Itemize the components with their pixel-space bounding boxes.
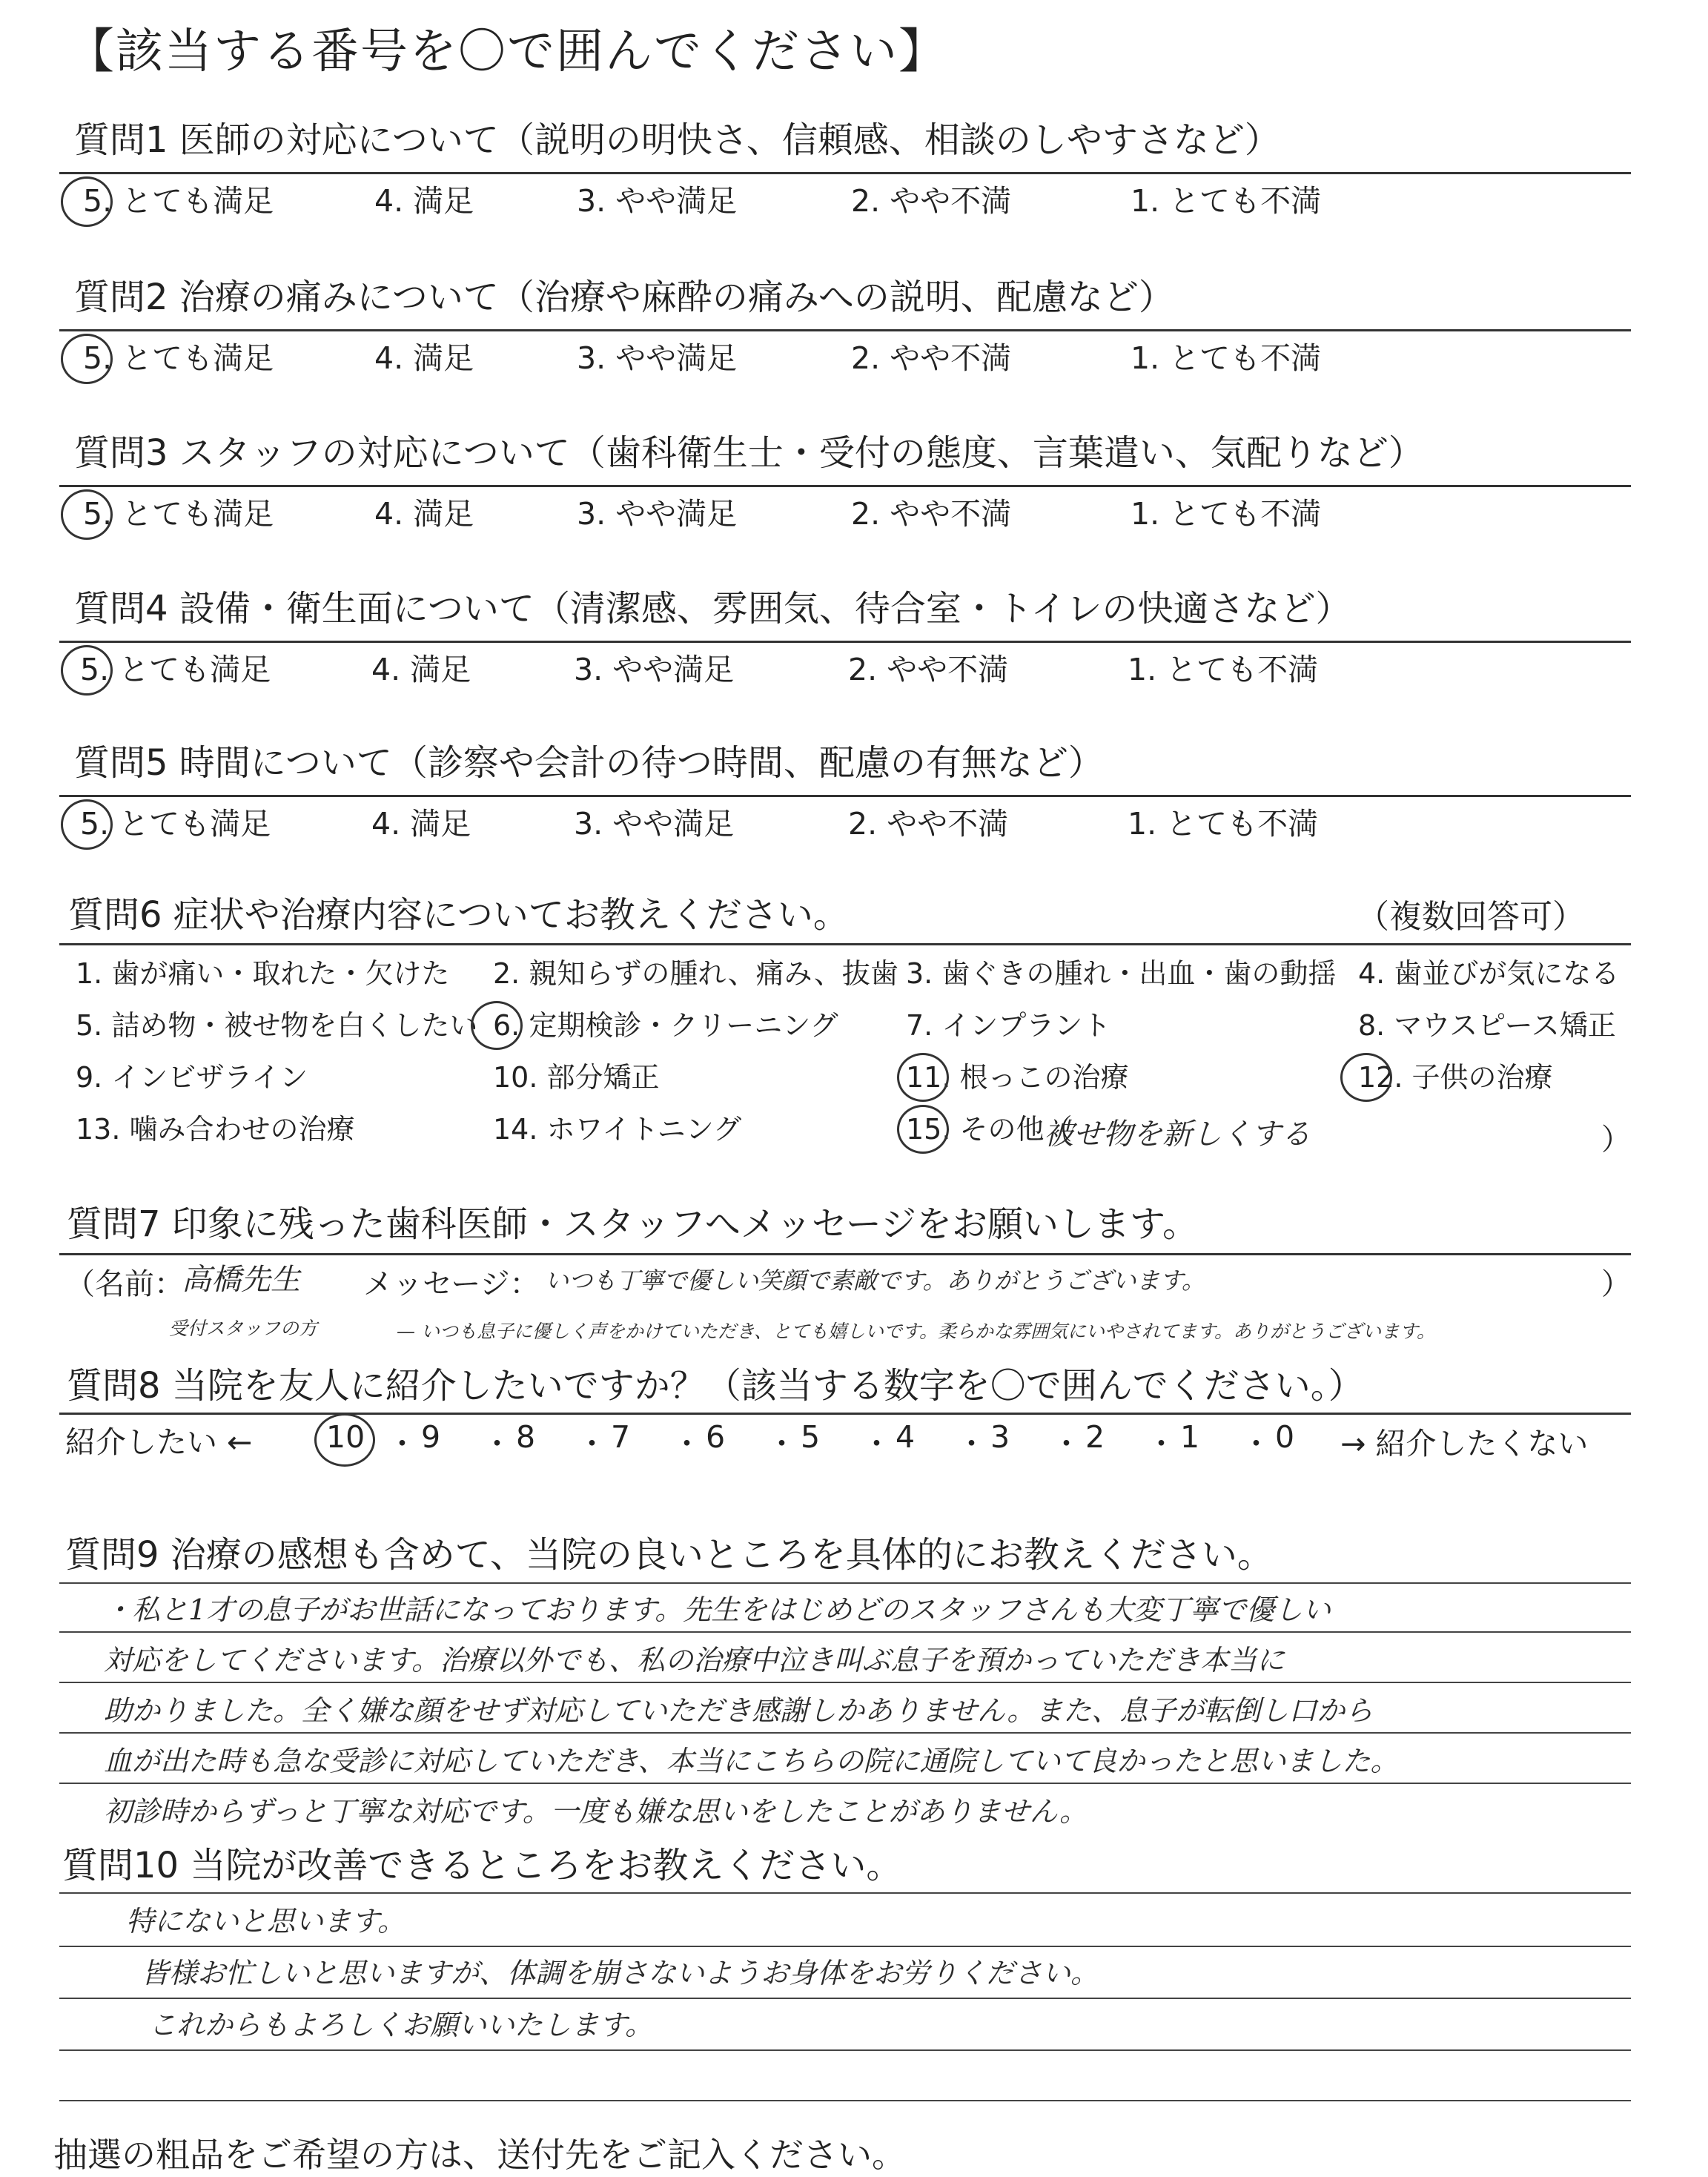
q7-name-value: 高橋先生	[182, 1263, 300, 1297]
q6-option-12: 12. 子供の治療	[1358, 1061, 1553, 1094]
q9-line-2: 対応をしてくださいます。治療以外でも、私の治療中泣き叫ぶ息子を預かっていただき本当に	[104, 1644, 1285, 1676]
q5-title: 質問5 時間について（診察や会計の待つ時間、配慮の有無など）	[74, 742, 1104, 784]
q7-title: 質問7 印象に残った歯科医師・スタッフへメッセージをお願いします。	[67, 1203, 1199, 1245]
q8-selected-circle	[314, 1413, 375, 1467]
q1-selected-circle	[61, 176, 113, 227]
q8-left-label: 紹介したい ←	[65, 1424, 253, 1460]
q6-option-15: 15. その他（	[906, 1113, 1073, 1146]
q6-option-2: 2. 親知らずの腫れ、痛み、抜歯	[493, 957, 898, 990]
q6-title: 質問6 症状や治療内容についてお教えください。	[68, 894, 849, 936]
q6-option-4: 4. 歯並びが気になる	[1358, 957, 1620, 990]
q8-separator-dot: ・	[672, 1426, 702, 1461]
page-title: 【該当する番号を〇で囲んでください】	[67, 24, 947, 79]
q1-option-5: 5. とても満足	[83, 183, 274, 219]
q1-option-4: 4. 満足	[374, 183, 474, 219]
q1-rule	[59, 172, 1631, 174]
q7-name-label: （名前：	[65, 1267, 184, 1301]
q3-selected-circle	[61, 489, 113, 540]
q6-selected-circle-11	[897, 1053, 949, 1102]
q4-rule	[59, 641, 1631, 643]
q2-title: 質問2 治療の痛みについて（治療や麻酔の痛みへの説明、配慮など）	[74, 277, 1174, 318]
q8-separator-dot: ・	[956, 1426, 987, 1461]
q9-title: 質問9 治療の感想も含めて、当院の良いところを具体的にお教えください。	[65, 1534, 1273, 1576]
q8-separator-dot: ・	[861, 1426, 892, 1461]
q6-option-3: 3. 歯ぐきの腫れ・出血・歯の動揺	[906, 957, 1337, 990]
q2-option-5: 5. とても満足	[83, 340, 274, 376]
q7-message-text: いつも丁寧で優しい笑顔で素敵です。ありがとうございます。	[545, 1266, 1205, 1295]
q8-rule	[59, 1413, 1631, 1415]
q4-option-4: 4. 満足	[371, 652, 471, 687]
q6-option-6: 6. 定期検診・クリーニング	[493, 1009, 838, 1042]
q8-scale-9: 9	[421, 1419, 441, 1455]
q3-option-3: 3. やや満足	[577, 496, 738, 532]
footer-text: 抽選の粗品をご希望の方は、送付先をご記入ください。	[53, 2135, 906, 2175]
q8-right-label: → 紹介したくない	[1340, 1426, 1589, 1461]
q9-rule-1	[59, 1631, 1631, 1633]
q4-selected-circle	[61, 645, 113, 696]
q3-option-4: 4. 満足	[374, 496, 474, 532]
q10-title: 質問10 当院が改善できるところをお教えください。	[62, 1845, 902, 1886]
q6-option-10: 10. 部分矯正	[493, 1061, 660, 1094]
q10-line-3: これからもよろしくお願いいたします。	[148, 2009, 653, 2041]
q8-scale-8: 8	[516, 1419, 536, 1455]
q5-rule	[59, 795, 1631, 797]
q3-option-2: 2. やや不満	[851, 496, 1012, 532]
q1-option-1: 1. とても不満	[1131, 183, 1322, 219]
q4-option-1: 1. とても不満	[1128, 652, 1319, 687]
q8-scale-7: 7	[611, 1419, 631, 1455]
q10-rule-end	[59, 2100, 1631, 2101]
q10-rule-3	[59, 2049, 1631, 2051]
q9-line-1: ・私と1才の息子がお世話になっております。先生をはじめどのスタッフさんも大変丁寧で優しい	[104, 1593, 1331, 1626]
q6-option-14: 14. ホワイトニング	[493, 1113, 742, 1146]
q10-line-1: 特にないと思います。	[126, 1905, 406, 1938]
q8-separator-dot: ・	[767, 1426, 797, 1461]
q8-scale-1: 1	[1180, 1419, 1200, 1455]
q5-selected-circle	[61, 799, 113, 850]
q6-other-close: ）	[1601, 1123, 1631, 1157]
q4-option-2: 2. やや不満	[848, 652, 1009, 687]
q4-option-3: 3. やや満足	[574, 652, 735, 687]
q8-scale-2: 2	[1085, 1419, 1105, 1455]
q8-scale-3: 3	[990, 1419, 1010, 1455]
q9-line-5: 初診時からずっと丁寧な対応です。一度も嫌な思いをしたことがありません。	[104, 1795, 1088, 1828]
q6-option-9: 9. インビザライン	[76, 1061, 308, 1094]
q6-selected-circle-6	[471, 1001, 523, 1050]
q8-scale-5: 5	[801, 1419, 821, 1455]
q1-option-2: 2. やや不満	[851, 183, 1012, 219]
q3-option-1: 1. とても不満	[1131, 496, 1322, 532]
q1-title: 質問1 医師の対応について（説明の明快さ、信頼感、相談のしやすさなど）	[74, 119, 1280, 161]
q8-separator-dot: ・	[1051, 1426, 1082, 1461]
q6-note: （複数回答可）	[1357, 898, 1585, 936]
q7-extra-text: — いつも息子に優しく声をかけていただき、とても嬉しいです。柔らかな雰囲気にいやされてます。ありがとうございます。	[397, 1321, 1435, 1342]
q8-separator-dot: ・	[1241, 1426, 1271, 1461]
q5-option-3: 3. やや満足	[574, 806, 735, 842]
q8-separator-dot: ・	[387, 1426, 417, 1461]
q4-option-5: 5. とても満足	[80, 652, 271, 687]
q7-close: ）	[1601, 1267, 1631, 1301]
q7-rule	[59, 1253, 1631, 1255]
q8-separator-dot: ・	[1146, 1426, 1176, 1461]
q7-extra-name: 受付スタッフの方	[169, 1318, 318, 1339]
q6-selected-circle-12	[1340, 1053, 1392, 1102]
q3-option-5: 5. とても満足	[83, 496, 274, 532]
q2-option-1: 1. とても不満	[1131, 340, 1322, 376]
q8-scale-10: 10	[326, 1419, 365, 1455]
q8-scale-6: 6	[706, 1419, 726, 1455]
q2-option-3: 3. やや満足	[577, 340, 738, 376]
q6-option-11: 11. 根っこの治療	[906, 1061, 1129, 1094]
q6-rule	[59, 943, 1631, 945]
q1-option-3: 3. やや満足	[577, 183, 738, 219]
q6-option-8: 8. マウスピース矯正	[1358, 1009, 1616, 1042]
q6-selected-circle-15	[897, 1105, 949, 1154]
q6-option-1: 1. 歯が痛い・取れた・欠けた	[76, 957, 450, 990]
q9-rule-2	[59, 1682, 1631, 1683]
q8-separator-dot: ・	[482, 1426, 512, 1461]
q8-separator-dot: ・	[577, 1426, 607, 1461]
q10-line-2: 皆様お忙しいと思いますが、体調を崩さないようお身体をお労りください。	[141, 1957, 1099, 1989]
q8-scale-4: 4	[896, 1419, 916, 1455]
q2-selected-circle	[61, 334, 113, 384]
q9-line-3: 助かりました。全く嫌な顔をせず対応していただき感謝しかありません。また、息子が転倒し口から	[104, 1694, 1374, 1727]
q9-rule-0	[59, 1582, 1631, 1584]
q2-option-4: 4. 満足	[374, 340, 474, 376]
q10-rule-2	[59, 1998, 1631, 1999]
q9-rule-3	[59, 1732, 1631, 1734]
q6-option-7: 7. インプラント	[906, 1009, 1111, 1042]
q2-option-2: 2. やや不満	[851, 340, 1012, 376]
q10-rule-0	[59, 1892, 1631, 1894]
q5-option-4: 4. 満足	[371, 806, 471, 842]
q6-option-5: 5. 詰め物・被せ物を白くしたい	[76, 1009, 478, 1042]
q5-option-1: 1. とても不満	[1128, 806, 1319, 842]
q6-other-text: 被せ物を新しくする	[1044, 1117, 1311, 1152]
q3-rule	[59, 485, 1631, 487]
q7-message-label: メッセージ：	[363, 1267, 540, 1301]
q4-title: 質問4 設備・衛生面について（清潔感、雰囲気、待合室・トイレの快適さなど）	[74, 588, 1351, 630]
q3-title: 質問3 スタッフの対応について（歯科衛生士・受付の態度、言葉遣い、気配りなど）	[74, 432, 1424, 474]
q6-option-13: 13. 噛み合わせの治療	[76, 1113, 355, 1146]
q8-title: 質問8 当院を友人に紹介したいですか？（該当する数字を〇で囲んでください。）	[67, 1365, 1364, 1407]
q10-rule-1	[59, 1946, 1631, 1947]
q2-rule	[59, 329, 1631, 331]
q9-rule-4	[59, 1783, 1631, 1784]
q8-scale-0: 0	[1275, 1419, 1295, 1455]
q5-option-2: 2. やや不満	[848, 806, 1009, 842]
q9-line-4: 血が出た時も急な受診に対応していただき、本当にこちらの院に通院していて良かったと思いました。	[104, 1745, 1399, 1777]
q5-option-5: 5. とても満足	[80, 806, 271, 842]
